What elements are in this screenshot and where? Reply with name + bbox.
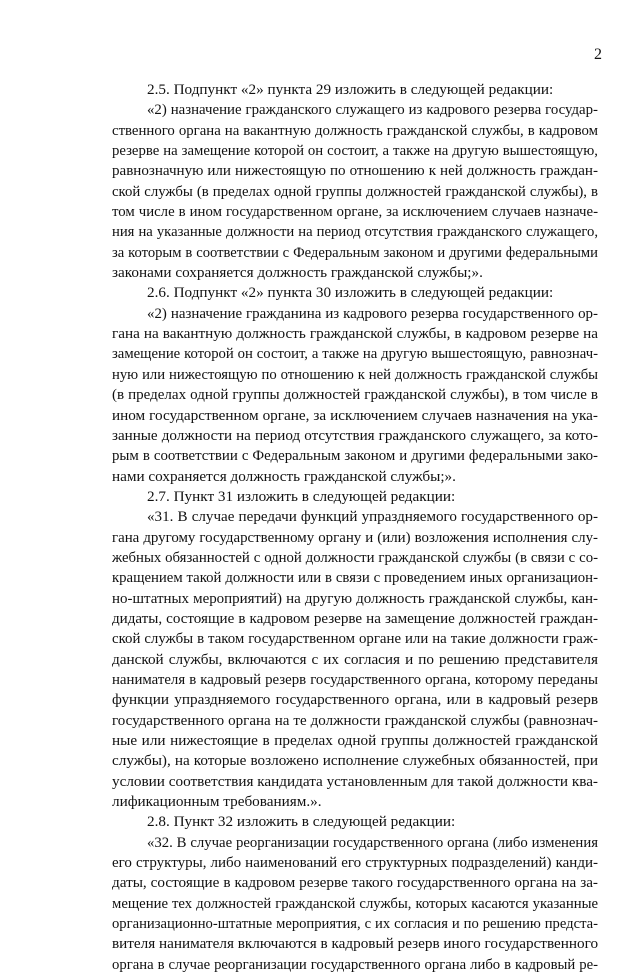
text-line: том числе в ином государственном органе, за исключением случаев назначе-	[112, 204, 598, 221]
text-line: функции упраздняемого государственного органа, или в кадровый резерв	[112, 691, 598, 709]
text-line: равнозначную или нижестоящую по отношению к ней должность граждан-	[112, 163, 598, 180]
text-line: вителя нанимателя включаются в кадровый резерв иного государственного	[112, 935, 599, 953]
text-line: но-штатных мероприятий) на другую должность гражданской службы, кан-	[112, 590, 598, 607]
document-body	[112, 80, 598, 975]
text-line: нанимателя в кадровый резерв государственного органа, которому переданы	[112, 671, 598, 688]
text-line: «31. В случае передачи функций упраздняемого государственного ор-	[147, 509, 598, 526]
text-line: лификационным требованиям.».	[112, 793, 322, 811]
text-line: службы), на которые возложено исполнение служебных обязанностей, при	[112, 752, 598, 770]
text-line: мещение тех должностей гражданской службы, которых касаются указанные	[112, 895, 598, 912]
text-line: ные или нижестоящие в пределах одной группы должностей гражданской	[112, 732, 598, 749]
text-line: законами сохраняется должность гражданской службы;».	[112, 264, 483, 282]
text-line: за которым в соответствии с Федеральным законом и другими федеральными	[112, 244, 598, 261]
text-line: 2.6. Подпункт «2» пункта 30 изложить в следующей редакции:	[147, 284, 554, 302]
text-line: его структуры, либо наименований его структурных подразделений) канди-	[112, 855, 598, 872]
text-line: дидаты, состоящие в кадровом резерве на замещение должностей граждан-	[112, 610, 598, 627]
text-line: замещение которой он состоит, а также на другую вышестоящую, равнознач-	[112, 346, 598, 363]
text-line: государственного органа на те должности гражданской службы (равнознач-	[112, 712, 598, 729]
page-number: 2	[594, 46, 602, 63]
text-line: занные должности на период отсутствия гражданского служащего, за кото-	[112, 427, 598, 444]
text-line: нами сохраняется должность гражданской службы;».	[112, 467, 456, 485]
text-line: кращением такой должности или в связи с проведением иных организацион-	[112, 570, 598, 587]
text-line: рым в соответствии с Федеральным законом и другими федеральными зако-	[112, 448, 598, 465]
text-line: «32. В случае реорганизации государственного органа (либо изменения	[147, 834, 598, 851]
text-line: условии соответствия кандидата установленным для такой должности ква-	[112, 772, 598, 790]
text-line: организационно-штатные мероприятия, с их согласия и по решению предста-	[112, 916, 598, 933]
text-line: гана другому государственному органу и (или) возложения исполнения слу-	[112, 529, 598, 546]
text-line: ную или нижестоящую по отношению к ней должность гражданской службы	[112, 366, 598, 383]
text-line: ской службы (в пределах одной группы должностей гражданской службы), в	[112, 183, 598, 200]
text-line: 2.5. Подпункт «2» пункта 29 изложить в следующей редакции:	[147, 81, 554, 98]
text-line: жебных обязанностей с одной должности гражданской службы (в связи с со-	[112, 549, 598, 566]
text-line: 2.7. Пункт 31 изложить в следующей редакции:	[147, 487, 456, 505]
text-line: даты, состоящие в кадровом резерве такого государственного органа на за-	[112, 874, 598, 892]
text-line: ином государственном органе, за исключением случаев назначения на ука-	[112, 406, 598, 424]
text-line: органа в случае реорганизации государственного органа либо в кадровый ре-	[112, 956, 598, 973]
text-line: данской службы, включаются с их согласия и по решению представителя	[112, 650, 598, 668]
text-line: гана на вакантную должность гражданской службы, в кадровом резерве на	[112, 325, 598, 343]
text-line: резерве на замещение которой он состоит, а также на другую вышестоящую,	[112, 143, 598, 160]
text-line: «2) назначение гражданского служащего из кадрового резерва государ-	[147, 102, 598, 119]
text-line: ния на указанные должности на период отсутствия гражданского служащего,	[112, 224, 598, 241]
text-line: ственного органа на вакантную должность гражданской службы, в кадровом	[112, 122, 598, 139]
text-line: (в пределах одной группы должностей гражданской службы), в том числе в	[112, 387, 598, 404]
text-line: ской службы в таком государственном органе или на такие должности граж-	[112, 631, 598, 648]
text-line: «2) назначение гражданина из кадрового резерва государственного ор-	[147, 305, 598, 322]
text-line: 2.8. Пункт 32 изложить в следующей редакции:	[147, 813, 456, 831]
